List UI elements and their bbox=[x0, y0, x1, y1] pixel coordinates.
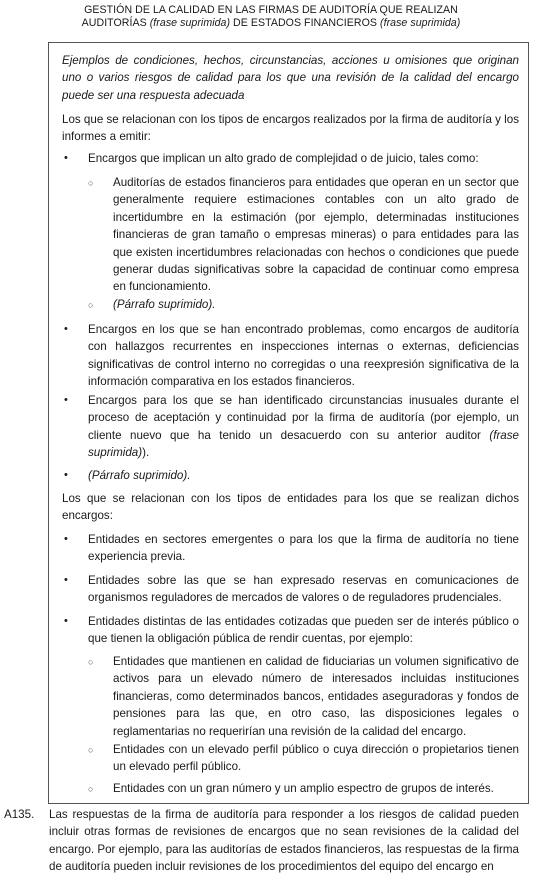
bullet-regulator-concerns: Entidades sobre las que se han expresado reservas en comunicaciones de organismos reguladores de mercados de valores o de reguladores prudenciales. bbox=[88, 574, 519, 605]
bullet-suppressed: (Párrafo suprimido). bbox=[88, 469, 191, 482]
running-header bbox=[0, 4, 542, 29]
bullet-icon: • bbox=[64, 323, 68, 335]
sub-item-fiduciary-entities: Entidades que mantienen en calidad de fiduciarias un volumen significativo de activos para un elevado número de interesados incluidas instituciones financieras, como determinados bancos, entidades aseguradoras y fondos de pensiones para las que, en otro caso, las disposiciones legales o reglamentarias no requerirían una revisión de la calidad del encargo. bbox=[113, 655, 519, 738]
header-line-1: GESTIÓN DE LA CALIDAD EN LAS FIRMAS DE AUDITORÍA QUE REALIZAN bbox=[84, 4, 458, 16]
bullet-emerging-sectors: Entidades en sectores emergentes o para los que la firma de auditoría no tiene experiencia previa. bbox=[88, 533, 519, 564]
bullet-icon: • bbox=[64, 469, 68, 481]
box-title: Ejemplos de condiciones, hechos, circunstancias, acciones u omisiones que originan uno o varios riesgos de calidad para los que una revisión de la calidad del encargo puede ser una respuesta adecuada bbox=[62, 54, 519, 102]
sub-item-high-profile: Entidades con un elevado perfil público o cuya dirección o propietarios tienen un elevado perfil público. bbox=[113, 743, 519, 774]
bullet-icon: • bbox=[64, 394, 68, 406]
sub-bullet-icon: ○ bbox=[88, 178, 94, 188]
bullet-icon: • bbox=[64, 152, 68, 164]
header-line-2: AUDITORÍAS (frase suprimida) DE ESTADOS FINANCIEROS (frase suprimida) bbox=[81, 16, 461, 29]
sub-bullet-icon: ○ bbox=[88, 745, 94, 755]
bullet-icon: • bbox=[64, 574, 68, 586]
sub-bullet-icon: ○ bbox=[88, 784, 94, 794]
bullet-complex-engagements: Encargos que implican un alto grado de complejidad o de juicio, tales como: bbox=[88, 152, 479, 165]
sub-bullet-icon: ○ bbox=[88, 300, 94, 310]
bullet-problem-engagements: Encargos en los que se han encontrado problemas, como encargos de auditoría con hallazgos recurrentes en inspecciones internas o externas, deficiencias significativas de control interno no corregidas o una reexpresión significativa de la información comparativa en los estados financieros. bbox=[88, 323, 519, 389]
sub-item-financial-audits: Auditorías de estados financieros para entidades que operan en un sector que generalmente requiere estimaciones contables con un alto grado de incertidumbre en la estimación (por ejemplo, determinadas instituciones financieras de gran tamaño o empresas mineras) o para entidades para las que existen incertidumbres relacionadas con hechos o condiciones que puede generar dudas significativas sobre la capacidad de continuar como empresa en funcionamiento. bbox=[113, 176, 519, 294]
paragraph-A135-text: Las respuestas de la firma de auditoría para responder a los riesgos de calidad pueden incluir otras formas de revisiones de encargos que no sean revisiones de la calidad del encargo. Por ejemplo, para las auditorías de estados financieros, las respuestas de la firma de auditoría pueden incluir revisiones de los procedimientos del equipo del encargo en bbox=[49, 808, 519, 874]
sub-item-suppressed: (Párrafo suprimido). bbox=[113, 298, 216, 311]
intro-engagements: Los que se relacionan con los tipos de encargos realizados por la firma de auditoría y los informes a emitir: bbox=[62, 113, 519, 144]
sub-bullet-icon: ○ bbox=[88, 657, 94, 667]
bullet-unusual-circumstances: Encargos para los que se han identificado circunstancias inusuales durante el proceso de aceptación y continuidad por la firma de auditoría (por ejemplo, un cliente nuevo que ha tenido un desacuerdo con su anterior auditor (frase suprimida)). bbox=[88, 394, 519, 460]
intro-entities: Los que se relacionan con los tipos de entidades para los que se realizan dichos encargos: bbox=[62, 492, 519, 523]
bullet-public-interest-entities: Entidades distintas de las entidades cotizadas que pueden ser de interés público o que tienen la obligación pública de rendir cuentas, por ejemplo: bbox=[88, 615, 519, 646]
bullet-icon: • bbox=[64, 615, 68, 627]
bullet-icon: • bbox=[64, 533, 68, 545]
sub-item-stakeholders: Entidades con un gran número y un amplio espectro de grupos de interés. bbox=[113, 782, 494, 795]
paragraph-number: A135. bbox=[4, 808, 35, 821]
